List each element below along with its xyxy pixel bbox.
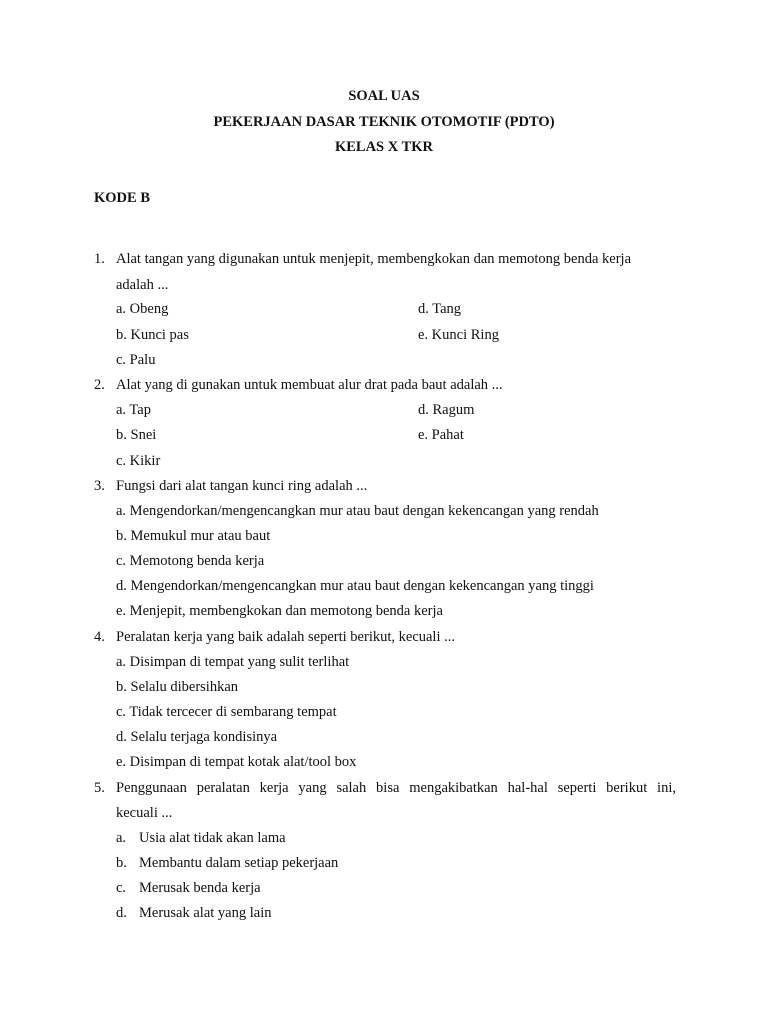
question-number: 2.	[94, 377, 105, 393]
question-text: Fungsi dari alat tangan kunci ring adalah ...	[116, 478, 368, 494]
option-b: Membantu dalam setiap pekerjaan	[139, 855, 339, 871]
option-c: c. Memotong benda kerja	[116, 553, 265, 569]
option-a: a. Tap	[116, 402, 151, 418]
option-d: d. Ragum	[418, 402, 475, 418]
option-b: b. Memukul mur atau baut	[116, 528, 271, 544]
option-a: Usia alat tidak akan lama	[139, 830, 286, 846]
option-b-letter: b.	[116, 855, 127, 871]
question-text: Alat yang di gunakan untuk membuat alur drat pada baut adalah ...	[116, 377, 503, 393]
option-d: d. Tang	[418, 301, 462, 317]
question-text: Peralatan kerja yang baik adalah seperti berikut, kecuali ...	[116, 629, 455, 645]
option-e: e. Disimpan di tempat kotak alat/tool box	[116, 754, 357, 770]
option-c-letter: c.	[116, 880, 127, 896]
class-title: KELAS X TKR	[334, 139, 434, 155]
option-d: d. Mengendorkan/mengencangkan mur atau baut dengan kekencangan yang tinggi	[116, 578, 594, 594]
question-number: 5.	[94, 780, 105, 796]
option-d-letter: d.	[116, 905, 127, 921]
question-number: 4.	[94, 629, 105, 645]
option-b: b. Kunci pas	[116, 327, 189, 343]
option-c: c. Kikir	[116, 453, 161, 469]
option-e: e. Pahat	[418, 427, 464, 443]
option-e: e. Menjepit, membengkokan dan memotong benda kerja	[116, 603, 443, 619]
question-text: Penggunaan peralatan kerja yang salah bisa mengakibatkan hal-hal seperti berikut ini,	[116, 780, 676, 796]
option-a-letter: a.	[116, 830, 127, 846]
option-c: c. Palu	[116, 352, 156, 368]
option-b: b. Snei	[116, 427, 157, 443]
option-a: a. Mengendorkan/mengencangkan mur atau baut dengan kekencangan yang rendah	[116, 503, 599, 519]
exam-code: KODE B	[94, 190, 150, 206]
question-text-continued: adalah ...	[116, 277, 169, 293]
option-b: b. Selalu dibersihkan	[116, 679, 239, 695]
option-d: d. Selalu terjaga kondisinya	[116, 729, 278, 745]
question-text: Alat tangan yang digunakan untuk menjepit, membengkokan dan memotong benda kerja	[116, 251, 632, 267]
question-number: 3.	[94, 478, 105, 494]
option-a: a. Disimpan di tempat yang sulit terlihat	[116, 654, 350, 670]
question-text-continued: kecuali ...	[116, 805, 173, 821]
option-c: c. Tidak tercecer di sembarang tempat	[116, 704, 337, 720]
question-number: 1.	[94, 251, 105, 267]
exam-title: SOAL UAS	[348, 88, 420, 104]
option-e: e. Kunci Ring	[418, 327, 499, 343]
option-c: Merusak benda kerja	[139, 880, 261, 896]
subject-title: PEKERJAAN DASAR TEKNIK OTOMOTIF (PDTO)	[213, 114, 555, 130]
option-a: a. Obeng	[116, 301, 169, 317]
option-d: Merusak alat yang lain	[139, 905, 272, 921]
